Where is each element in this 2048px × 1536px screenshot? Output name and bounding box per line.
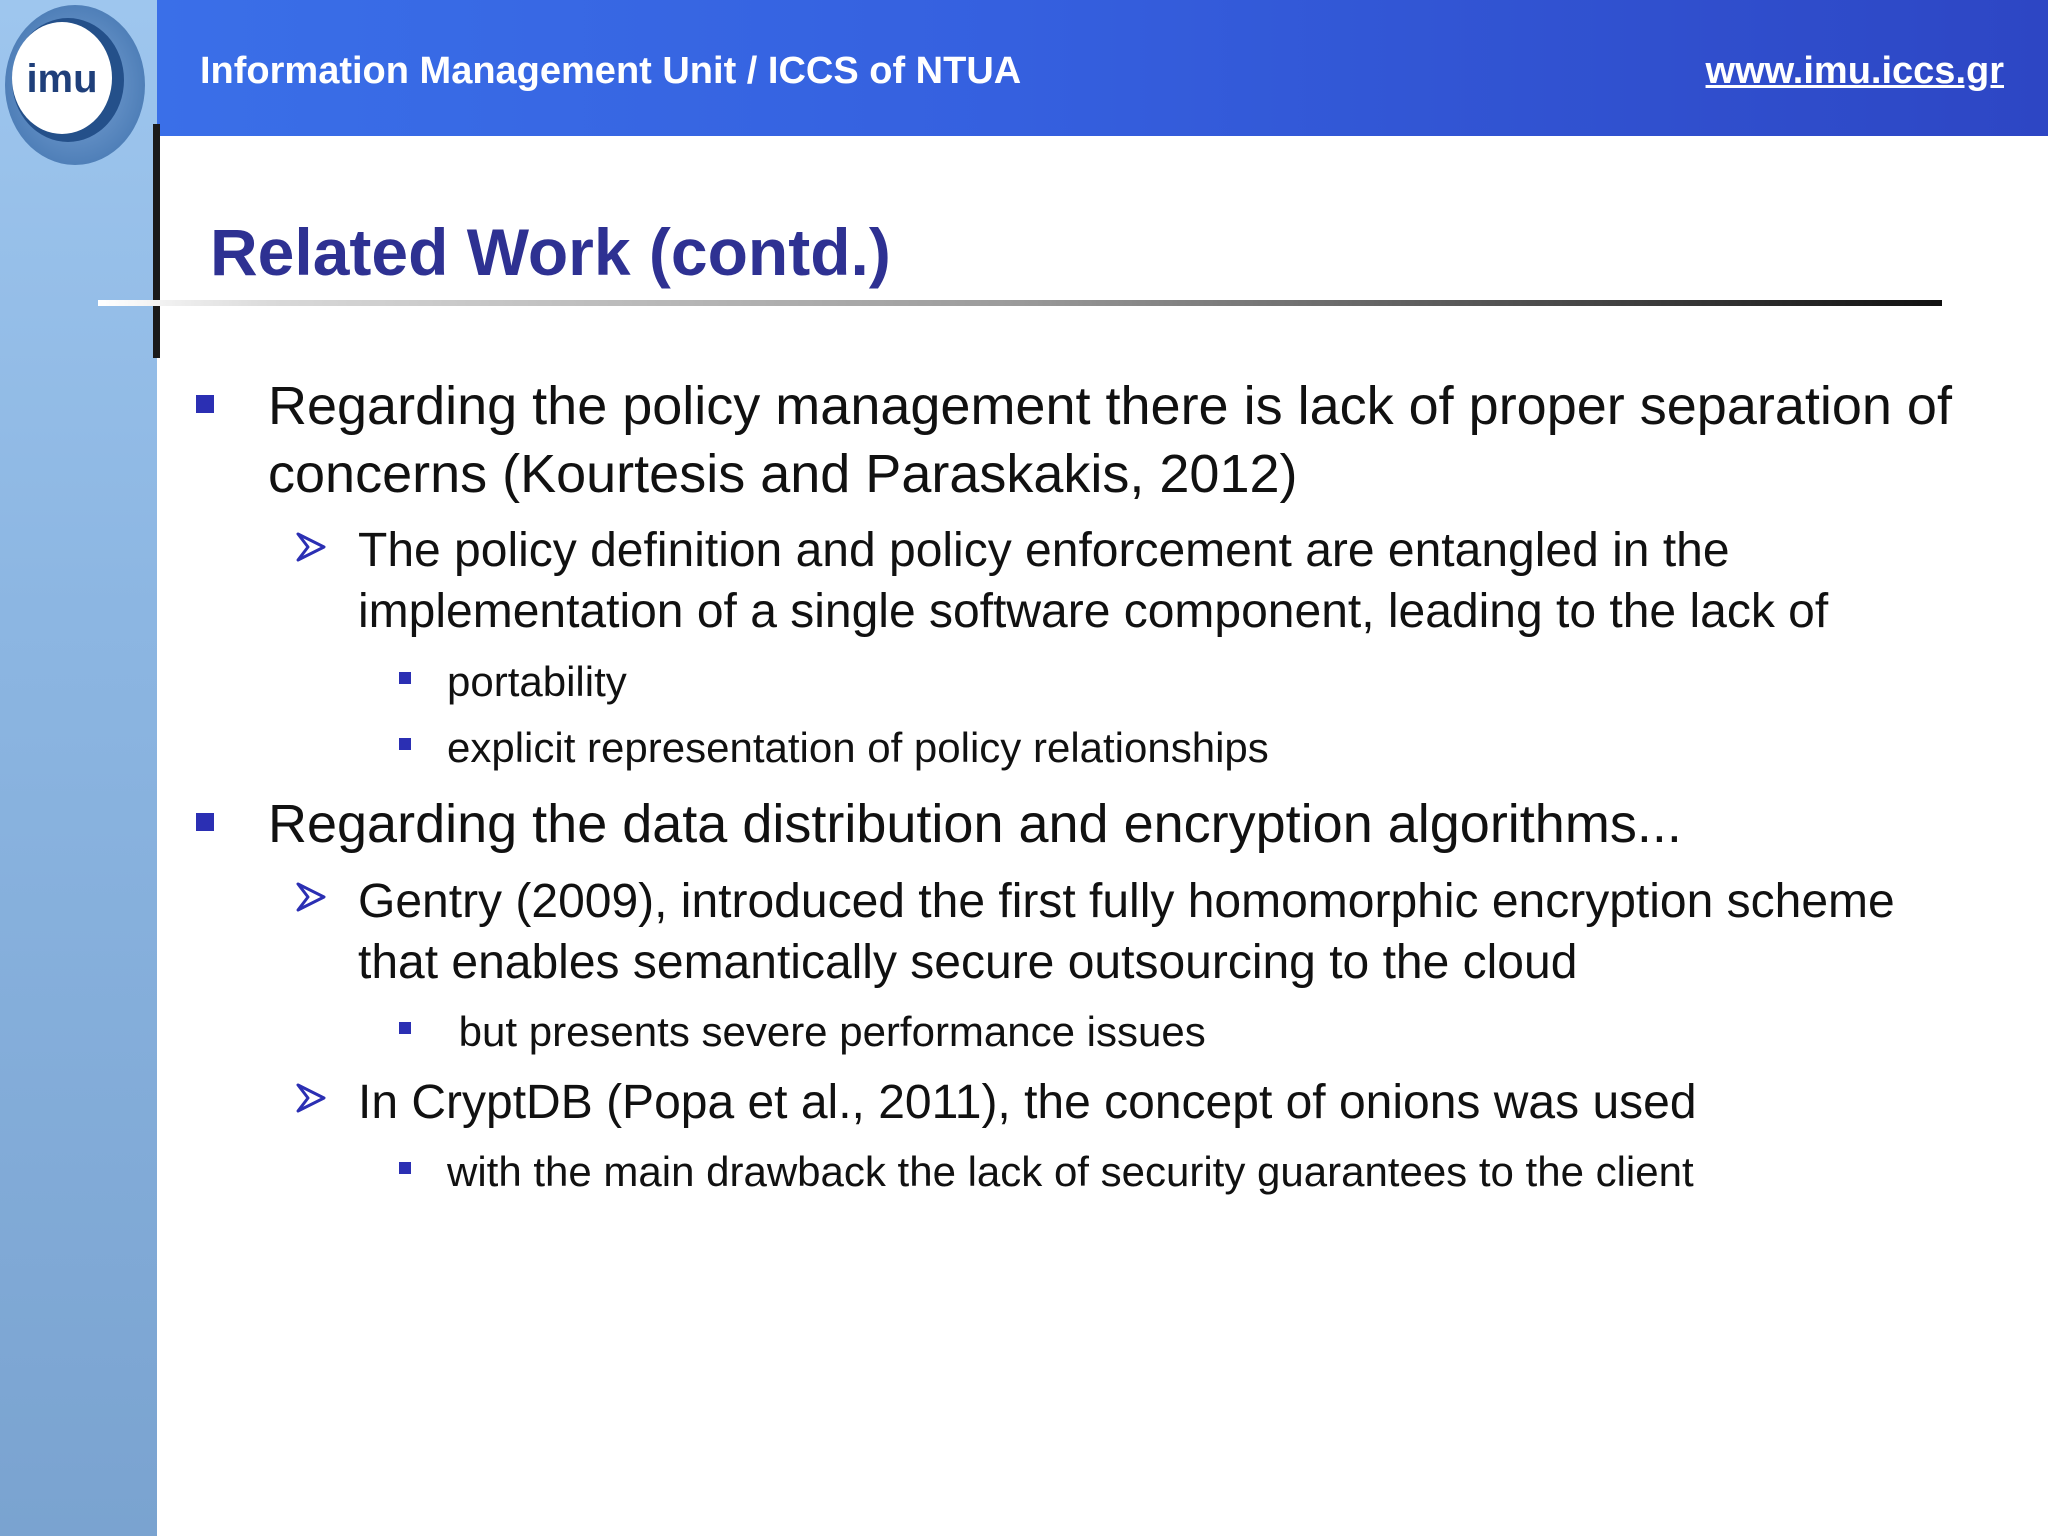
small-square-bullet-icon bbox=[399, 738, 411, 750]
website-link[interactable]: www.imu.iccs.gr bbox=[1705, 50, 2004, 92]
organization-name: Information Management Unit / ICCS of NTUA bbox=[200, 50, 1022, 92]
square-bullet-icon bbox=[196, 395, 214, 413]
bullet-1-1-2-text: explicit representation of policy relationships bbox=[447, 724, 1269, 771]
small-square-bullet-icon bbox=[399, 1162, 411, 1174]
bullet-2-2-1-text: with the main drawback the lack of security guarantees to the client bbox=[447, 1148, 1694, 1195]
arrow-bullet-icon bbox=[296, 1083, 326, 1113]
bullet-1-text: Regarding the policy management there is lack of proper separation of concerns (Kourtesis and Paraskakis, 2012) bbox=[268, 376, 1952, 504]
bullet-2-1-1-text: but presents severe performance issues bbox=[447, 1008, 1206, 1055]
bullet-1-1-1-text: portability bbox=[447, 658, 627, 705]
logo-text: imu bbox=[26, 57, 98, 101]
arrow-bullet-icon bbox=[296, 532, 326, 562]
imu-logo bbox=[4, 4, 146, 166]
title-underline bbox=[98, 300, 1942, 306]
bullet-2-2-text: In CryptDB (Popa et al., 2011), the concept of onions was used bbox=[358, 1076, 1697, 1129]
bullet-2-1-text: Gentry (2009), introduced the first fully homomorphic encryption scheme that enables semantically secure outsourcing to the cloud bbox=[358, 875, 1895, 989]
title-accent-bar bbox=[153, 124, 160, 358]
small-square-bullet-icon bbox=[399, 672, 411, 684]
square-bullet-icon bbox=[196, 813, 214, 831]
left-sidebar-band bbox=[0, 0, 157, 1536]
small-square-bullet-icon bbox=[399, 1022, 411, 1034]
slide-title: Related Work (contd.) bbox=[210, 215, 891, 289]
bullet-1-1-text: The policy definition and policy enforcement are entangled in the implementation of a single software component, leading to the lack of bbox=[358, 524, 1829, 638]
arrow-bullet-icon bbox=[296, 882, 326, 912]
bullet-2-text: Regarding the data distribution and encryption algorithms... bbox=[268, 794, 1682, 854]
